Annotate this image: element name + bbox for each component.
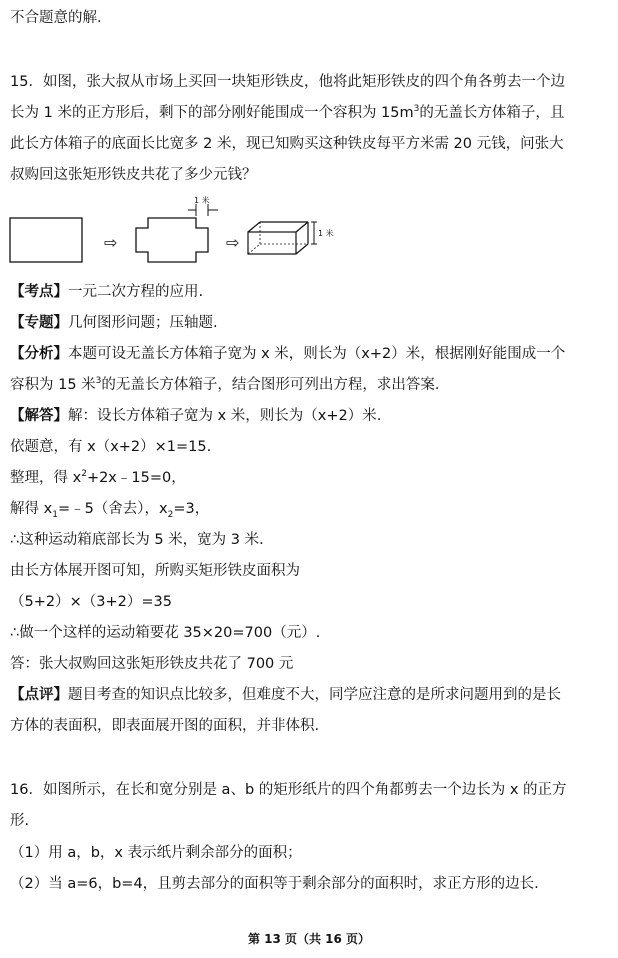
intro-line: 不合题意的解. <box>10 10 102 26</box>
box-edge-1 <box>248 222 260 232</box>
q16-part-1: （1）用 a，b，x 表示纸片剩余部分的面积； <box>10 845 302 861</box>
jieda-text-4b: =﹣5（舍去），x <box>57 501 168 517</box>
jieda-sub-1: 1 <box>52 509 58 520</box>
jieda-line-1 <box>10 406 381 426</box>
arrow-1: ⇨ <box>104 233 118 252</box>
jieda-sub-2: 2 <box>167 509 174 520</box>
q16-line-1: 16．如图所示，在长和宽分别是 a、b 的矩形纸片的四个角都剪去一个边长为 x 的正方 <box>10 782 567 798</box>
jieda-sup: 2 <box>81 469 87 480</box>
jieda-line-3 <box>10 468 186 488</box>
dianping-line-2: 方体的表面积，即表面展开图的面积，并非体积. <box>10 718 320 734</box>
zhuanti-tag: 【专题】 <box>10 315 68 331</box>
jieda-text-3b: +2x﹣15=0， <box>86 470 186 486</box>
fenxi-line-1 <box>10 344 565 364</box>
jieda-line-8: ∴做一个这样的运动箱要花 35×20=700（元）. <box>10 625 321 641</box>
q15-line-2b: 的无盖长方体箱子，且 <box>419 105 565 121</box>
dianping-text-1: 题目考查的知识点比较多，但难度不大，同学应注意的是所求问题用到的是长 <box>68 687 561 703</box>
zhuanti-line <box>10 313 218 333</box>
cut-label: 1 米 <box>194 196 210 205</box>
cut-sheet-shape <box>136 218 208 262</box>
box-hidden-2 <box>248 244 260 254</box>
q15-line-4: 叔购回这张矩形铁皮共花了多少元钱？ <box>10 167 257 183</box>
dianping-line-1 <box>10 685 561 705</box>
box-front <box>248 232 296 254</box>
jieda-text-1: 解：设长方体箱子宽为 x 米，则长为（x+2）米. <box>68 408 382 424</box>
fenxi-text-1: 本题可设无盖长方体箱子宽为 x 米，则长为（x+2）米，根据刚好能围成一个 <box>68 346 566 362</box>
q15-line-1: 15．如图，张大叔从市场上买回一块矩形铁皮，他将此矩形铁皮的四个角各剪去一个边 <box>10 74 565 90</box>
q15-figure <box>8 196 338 268</box>
fenxi-tag: 【分析】 <box>10 346 68 362</box>
page-footer: 第 13 页（共 16 页） <box>247 932 371 946</box>
q16-part-2: （2）当 a=6，b=4，且剪去部分的面积等于剩余部分的面积时，求正方形的边长. <box>10 876 539 892</box>
q16-line-2: 形. <box>10 813 30 829</box>
kaodian-line <box>10 282 203 302</box>
fenxi-sup: 3 <box>95 376 102 387</box>
q15-line-2a: 长为 1 米的正方形后，剩下的部分刚好能围成一个容积为 15m <box>10 105 414 121</box>
jieda-text-3a: 整理，得 x <box>10 470 82 486</box>
jieda-line-6: 由长方体展开图可知，所购买矩形铁皮面积为 <box>10 563 300 579</box>
kaodian-text: 一元二次方程的应用. <box>68 284 204 300</box>
q15-line-3: 此长方体箱子的底面长比宽多 2 米，现已知购买这种铁皮每平方米需 20 元钱，问张大 <box>10 136 564 152</box>
jieda-text-4a: 解得 x <box>10 501 53 517</box>
jieda-line-5: ∴这种运动箱底部长为 5 米，宽为 3 米. <box>10 532 264 548</box>
dianping-tag: 【点评】 <box>10 687 68 703</box>
sheet-rect <box>10 218 82 262</box>
jieda-line-7: （5+2）×（3+2）=35 <box>10 594 172 610</box>
q15-unit-sup: 3 <box>413 104 420 115</box>
fenxi-text-2a: 容积为 15 米 <box>10 377 96 393</box>
arrow-2: ⇨ <box>226 233 240 252</box>
jieda-line-4 <box>10 499 209 519</box>
jieda-line-2: 依题意，有 x（x+2）×1=15. <box>10 439 212 455</box>
jieda-line-9: 答：张大叔购回这张矩形铁皮共花了 700 元 <box>10 656 294 672</box>
box-edge-2 <box>296 222 308 232</box>
box-edge-5 <box>296 244 308 254</box>
fenxi-text-2b: 的无盖长方体箱子，结合图形可列出方程，求出答案. <box>101 377 440 393</box>
kaodian-tag: 【考点】 <box>10 284 68 300</box>
height-label: 1 米 <box>318 229 334 238</box>
jieda-text-4c: =3， <box>173 501 210 517</box>
q15-line-2 <box>10 103 564 123</box>
fenxi-line-2 <box>10 375 440 395</box>
zhuanti-text: 几何图形问题；压轴题. <box>68 315 218 331</box>
jieda-tag: 【解答】 <box>10 408 68 424</box>
